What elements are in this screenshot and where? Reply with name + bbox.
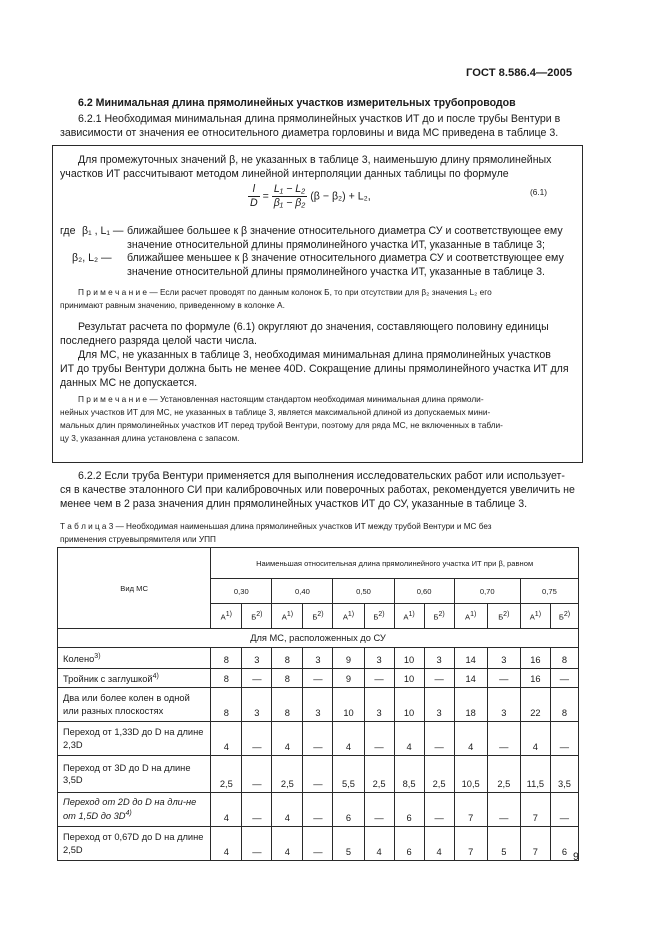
- group-header: Наименьшая относительная длина прямолинейного участка ИТ при β, равном: [211, 548, 579, 579]
- col-b-header: $Б^{2)}$: [487, 604, 520, 629]
- table-row: [58, 793, 579, 827]
- table-cell: —: [424, 669, 454, 688]
- table-cell: 3: [364, 688, 394, 722]
- table-cell: 4: [272, 722, 303, 756]
- table-cell: 2,5: [211, 756, 242, 793]
- col-a-header: $А^{1)}$: [333, 604, 364, 629]
- table-cell: 8: [550, 648, 578, 669]
- table-body: [58, 648, 579, 861]
- table-cell: 8: [550, 688, 578, 722]
- table-cell: 8: [211, 669, 242, 688]
- table-cell: —: [242, 669, 272, 688]
- table-row: [58, 669, 579, 688]
- formula-lhs: $\frac{l}{D}$: [250, 183, 258, 209]
- table-cell: —: [550, 669, 578, 688]
- table-cell: —: [242, 722, 272, 756]
- row-label: Переход от 0,67D до D на длине 2,5D: [58, 827, 211, 861]
- table-cell: 16: [520, 648, 550, 669]
- col-b-header: $Б^{2)}$: [424, 604, 454, 629]
- col-a-header: $А^{1)}$: [520, 604, 550, 629]
- table-cell: 10: [333, 688, 364, 722]
- table-cell: 10: [394, 669, 424, 688]
- table-cell: 3: [303, 688, 333, 722]
- table-cell: 3: [364, 648, 394, 669]
- table-cell: —: [550, 793, 578, 827]
- where-symbol-2: β₂, L₂ —: [72, 252, 112, 264]
- table-row: [58, 688, 579, 722]
- table-cell: 7: [520, 793, 550, 827]
- table-cell: 3,5: [550, 756, 578, 793]
- table-cell: 4: [211, 827, 242, 861]
- where-def-1-line-1: ближайшее большее к β значение относительного диаметра СУ и соответствующее ему: [127, 225, 563, 237]
- table-cell: 2,5: [424, 756, 454, 793]
- table-cell: 3: [242, 688, 272, 722]
- table-cell: —: [424, 793, 454, 827]
- where-prefix: где: [60, 225, 76, 237]
- formula-fraction: $\frac{\text{L₁ − L₂}}{\text{β₁ − β₂}}$: [273, 183, 306, 209]
- note-1-line-2: принимают равным значению, приведенному в колонке А.: [60, 300, 285, 310]
- table-cell: —: [487, 793, 520, 827]
- table-cell: 10: [394, 648, 424, 669]
- table-cell: 2,5: [487, 756, 520, 793]
- note-2-line-4: цу 3, указанная длина установлена с запасом.: [60, 433, 240, 443]
- table-cell: 4: [333, 722, 364, 756]
- table-cell: 5,5: [333, 756, 364, 793]
- note-1-line-1: П р и м е ч а н и е — Если расчет проводят по данным колонок Б, то при отсутствии для β₂ значения L₂ его: [78, 287, 492, 297]
- table-cell: 10,5: [454, 756, 487, 793]
- col-b-header: $Б^{2)}$: [364, 604, 394, 629]
- table-cell: —: [242, 827, 272, 861]
- table-cell: 3: [487, 648, 520, 669]
- table-cell: 3: [487, 688, 520, 722]
- table-row: [58, 756, 579, 793]
- col-a-header: $А^{1)}$: [394, 604, 424, 629]
- table-cell: 10: [394, 688, 424, 722]
- paragraph-6-2-2-line-1: 6.2.2 Если труба Вентури применяется для выполнения исследовательских работ или использует-: [78, 470, 565, 482]
- col-b-header: $Б^{2)}$: [303, 604, 333, 629]
- page-number: 9: [573, 851, 579, 863]
- paragraph-6-2-1-line-2: зависимости от значения ее относительного диаметра горловины и вида МС приведена в таблице 3.: [60, 127, 559, 139]
- table-cell: —: [487, 722, 520, 756]
- table-cell: 4: [211, 722, 242, 756]
- col-a-header: $А^{1)}$: [211, 604, 242, 629]
- where-def-2-line-2: значение относительной длины прямолинейного участка ИТ, указанные в таблице 3.: [127, 266, 545, 278]
- row-label: Два или более колен в одной или разных плоскостях: [58, 688, 211, 722]
- where-def-2-line-1: ближайшее меньшее к β значение относительного диаметра СУ и соответствующее ему: [127, 252, 564, 264]
- col-a-header: $А^{1)}$: [272, 604, 303, 629]
- table-cell: 8: [272, 648, 303, 669]
- row-label: Колено$^{3)}$: [58, 648, 211, 669]
- table-cell: —: [303, 827, 333, 861]
- table-cell: 4: [454, 722, 487, 756]
- table-cell: —: [424, 722, 454, 756]
- col-ms-header: Вид МС: [58, 548, 211, 629]
- table-cell: 6: [394, 793, 424, 827]
- table-cell: 9: [333, 648, 364, 669]
- where-def-1-line-2: значение относительной длины прямолинейного участка ИТ, указанные в таблице 3;: [127, 239, 545, 251]
- table-cell: —: [364, 793, 394, 827]
- table-cell: —: [364, 669, 394, 688]
- table-cell: 11,5: [520, 756, 550, 793]
- beta-header: 0,70: [454, 579, 520, 604]
- note-2-line-3: мальных длин прямолинейных участков ИТ перед трубой Вентури, поэтому для ряда МС, не включенных в табли-: [60, 420, 503, 430]
- table-caption-line-1: Т а б л и ц а 3 — Необходимая наименьшая длина прямолинейных участков ИТ между трубой Вентури и МС без: [60, 522, 492, 531]
- table-cell: 6: [550, 827, 578, 861]
- table-cell: —: [303, 722, 333, 756]
- box-intro-line-2: участков ИТ рассчитывают методом линейной интерполяции данных таблицы по формуле: [60, 168, 509, 180]
- row-label: Переход от 2D до D на дли-не от 1,5D до $3D^{4)}$: [58, 793, 211, 827]
- table-cell: 8: [211, 648, 242, 669]
- row-label: Переход от 1,33D до D на длине 2,3D: [58, 722, 211, 756]
- table-cell: 4: [424, 827, 454, 861]
- table-cell: 6: [394, 827, 424, 861]
- table-cell: 3: [424, 688, 454, 722]
- ms-text-line-1: Для МС, не указанных в таблице 3, необходимая минимальная длина прямолинейных участков: [78, 349, 551, 361]
- formula-tail: (β − β₂) + L₂,: [310, 190, 371, 203]
- ms-text-line-3: данных МС не допускается.: [60, 377, 198, 389]
- table-cell: 14: [454, 648, 487, 669]
- beta-header: 0,75: [520, 579, 578, 604]
- result-line-2: последнего разряда целой части числа.: [60, 335, 257, 347]
- table-cell: 3: [242, 648, 272, 669]
- table-cell: 9: [333, 669, 364, 688]
- table-cell: —: [303, 669, 333, 688]
- table-cell: —: [303, 756, 333, 793]
- table-cell: 8,5: [394, 756, 424, 793]
- paragraph-6-2-2-line-2: ся в качестве эталонного СИ при калибровочных или поверочных работах, рекомендуется увеличить не: [60, 484, 575, 496]
- table-cell: 18: [454, 688, 487, 722]
- ms-text-line-2: ИТ до трубы Вентури должна быть не менее 40D. Сокращение длины прямолинейного участка ИТ для: [60, 363, 569, 375]
- table-cell: 2,5: [364, 756, 394, 793]
- note-2-line-1: П р и м е ч а н и е — Установленная настоящим стандартом необходимая минимальная длина прямоли-: [78, 394, 484, 404]
- row-label: Переход от 3D до D на длине 3,5D: [58, 756, 211, 793]
- col-a-header: $А^{1)}$: [454, 604, 487, 629]
- section-heading: 6.2 Минимальная длина прямолинейных участков измерительных трубопроводов: [78, 97, 516, 109]
- table-cell: 4: [364, 827, 394, 861]
- table-cell: —: [242, 793, 272, 827]
- table-3: [57, 547, 579, 861]
- table-cell: —: [364, 722, 394, 756]
- col-b-header: $Б^{2)}$: [242, 604, 272, 629]
- where-symbol-1: β₁ , L₁ —: [82, 225, 124, 237]
- table-cell: 2,5: [272, 756, 303, 793]
- table-row: [58, 827, 579, 861]
- table-cell: 7: [454, 793, 487, 827]
- table-cell: 4: [272, 793, 303, 827]
- table-cell: 3: [424, 648, 454, 669]
- table-cell: —: [303, 793, 333, 827]
- beta-header: 0,40: [272, 579, 333, 604]
- table-cell: 3: [303, 648, 333, 669]
- table-cell: 6: [333, 793, 364, 827]
- table-cell: 4: [394, 722, 424, 756]
- table-caption-line-2: применения струевыпрямителя или УПП: [60, 535, 216, 544]
- row-label: Тройник с заглушкой$^{4)}$: [58, 669, 211, 688]
- table-cell: 4: [211, 793, 242, 827]
- table-cell: 8: [211, 688, 242, 722]
- formula-equals: =: [262, 190, 269, 203]
- table-cell: 7: [454, 827, 487, 861]
- table-cell: 16: [520, 669, 550, 688]
- box-intro-line-1: Для промежуточных значений β, не указанных в таблице 3, наименьшую длину прямолинейных: [78, 154, 552, 166]
- table-cell: 4: [272, 827, 303, 861]
- table-cell: 8: [272, 688, 303, 722]
- beta-header: 0,60: [394, 579, 454, 604]
- table-cell: 4: [520, 722, 550, 756]
- beta-header: 0,30: [211, 579, 272, 604]
- beta-header: 0,50: [333, 579, 394, 604]
- table-cell: —: [550, 722, 578, 756]
- table-cell: —: [487, 669, 520, 688]
- paragraph-6-2-1-line-1: 6.2.1 Необходимая минимальная длина прямолинейных участков ИТ до и после трубы Вентури в: [78, 113, 561, 125]
- result-line-1: Результат расчета по формуле (6.1) округляют до значения, составляющего половину единицы: [78, 321, 549, 333]
- col-b-header: $Б^{2)}$: [550, 604, 578, 629]
- formula-6-1: [248, 183, 371, 210]
- note-2-line-2: нейных участков ИТ для МС, не указанных в таблице 3, является максимальной длиной из допускаемых мини-: [60, 407, 491, 417]
- table-cell: 14: [454, 669, 487, 688]
- table-cell: 22: [520, 688, 550, 722]
- table-row: [58, 722, 579, 756]
- table-cell: 5: [487, 827, 520, 861]
- section-row: Для МС, расположенных до СУ: [58, 629, 579, 648]
- paragraph-6-2-2-line-3: менее чем в 2 раза значения длин прямолинейных участков ИТ до СУ, указанные в таблице 3.: [60, 498, 528, 510]
- table-cell: 7: [520, 827, 550, 861]
- table-cell: —: [242, 756, 272, 793]
- table-row: [58, 648, 579, 669]
- document-id: ГОСТ 8.586.4—2005: [466, 67, 573, 79]
- formula-number: (6.1): [530, 187, 548, 197]
- table-cell: 8: [272, 669, 303, 688]
- table-cell: 5: [333, 827, 364, 861]
